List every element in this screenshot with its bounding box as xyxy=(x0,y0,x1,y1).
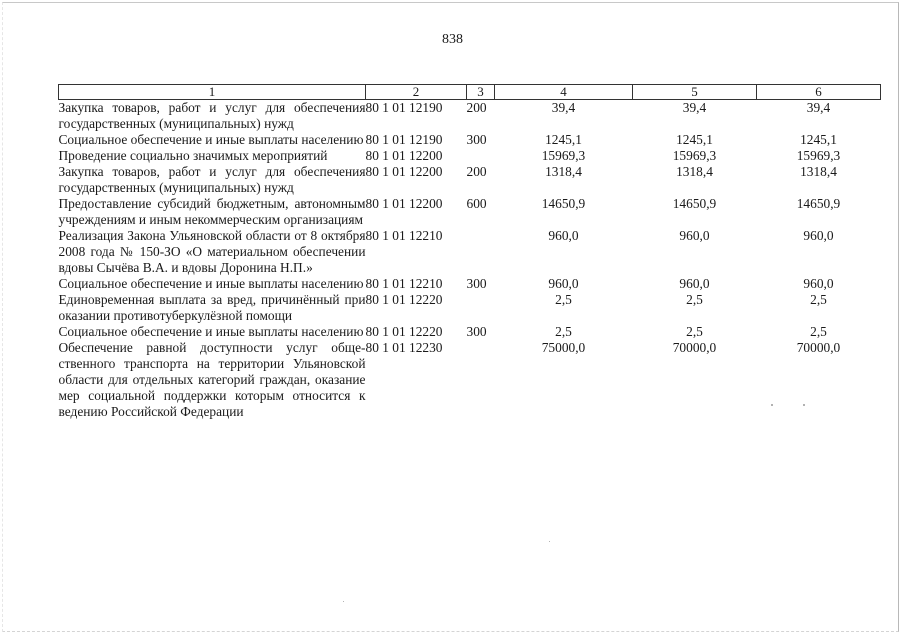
row-code: 80 1 01 12200 xyxy=(365,148,443,163)
header-col-1: 1 xyxy=(59,85,366,100)
row-vr xyxy=(467,148,495,164)
row-vr: 600 xyxy=(466,196,487,211)
row-vr: 200 xyxy=(466,100,487,115)
page-number: 838 xyxy=(442,32,463,47)
row-value-3: 15969,3 xyxy=(796,148,841,163)
row-code: 80 1 01 12210 xyxy=(365,276,443,291)
row-value-2: 14650,9 xyxy=(672,196,717,211)
row-value-3: 1245,1 xyxy=(800,132,837,147)
table-row xyxy=(59,228,881,276)
row-name: Обеспечение равной доступности услуг общественного транспорта на территории Ульяновской области для отдельных категорий граждан, оказание мер социальной поддержки которым относится к ведению Российской Федерации xyxy=(58,340,366,419)
row-value-3: 2,5 xyxy=(810,324,827,339)
row-vr xyxy=(467,292,495,324)
row-name: Социальное обеспечение и иные выплаты населению xyxy=(58,324,364,339)
row-value-3: 39,4 xyxy=(806,100,831,115)
row-value-2: 1318,4 xyxy=(676,164,713,179)
row-name: Закупка товаров, работ и услуг для обеспечения государственных (муниципальных) нужд xyxy=(58,100,366,131)
row-code: 80 1 01 12210 xyxy=(365,228,443,243)
header-col-4: 4 xyxy=(495,85,633,100)
row-value-2: 2,5 xyxy=(686,324,703,339)
row-value-2: 15969,3 xyxy=(672,148,717,163)
row-name: Социальное обеспечение и иные выплаты населению xyxy=(58,132,364,147)
row-value-2: 1245,1 xyxy=(676,132,713,147)
row-value-1: 2,5 xyxy=(555,292,572,307)
scan-speck xyxy=(771,404,773,406)
row-value-1: 15969,3 xyxy=(541,148,586,163)
table-row xyxy=(59,324,881,340)
header-col-3: 3 xyxy=(467,85,495,100)
table-row xyxy=(59,132,881,148)
table-row xyxy=(59,292,881,324)
row-value-3: 1318,4 xyxy=(800,164,837,179)
row-value-1: 2,5 xyxy=(555,324,572,339)
row-code: 80 1 01 12200 xyxy=(365,196,443,211)
row-value-3: 2,5 xyxy=(810,292,827,307)
row-value-1: 1245,1 xyxy=(545,132,582,147)
row-value-1: 960,0 xyxy=(548,276,579,291)
scan-speck xyxy=(549,541,550,542)
row-name: Социальное обеспечение и иные выплаты населению xyxy=(58,276,364,291)
row-name: Реализация Закона Ульяновской области от 8 октября 2008 года № 150-ЗО «О материальном обеспечении вдовы Сычёва В.А. и вдовы Доронина Н.П.» xyxy=(58,228,366,275)
row-name: Проведение социально значимых мероприятий xyxy=(58,148,328,163)
row-vr: 300 xyxy=(466,324,487,339)
row-name: Единовременная выплата за вред, причинённый при оказании противотуберкулёзной помощи xyxy=(58,292,366,323)
row-value-2: 960,0 xyxy=(679,228,710,243)
scan-speck xyxy=(343,601,344,602)
row-vr: 300 xyxy=(466,276,487,291)
table-row xyxy=(59,148,881,164)
header-col-2: 2 xyxy=(366,85,467,100)
row-name: Предоставление субсидий бюджетным, автономным учреждениям и иным некоммерческим организациям xyxy=(58,196,366,227)
table-row xyxy=(59,100,881,133)
row-code: 80 1 01 12230 xyxy=(365,340,443,355)
row-value-1: 75000,0 xyxy=(541,340,586,355)
row-value-3: 70000,0 xyxy=(796,340,841,355)
row-code: 80 1 01 12220 xyxy=(365,324,443,339)
table-row xyxy=(59,196,881,228)
row-value-1: 14650,9 xyxy=(541,196,586,211)
row-value-2: 960,0 xyxy=(679,276,710,291)
row-value-3: 960,0 xyxy=(803,228,834,243)
row-code: 80 1 01 12220 xyxy=(365,292,443,307)
header-col-5: 5 xyxy=(633,85,757,100)
row-vr: 300 xyxy=(466,132,487,147)
row-value-2: 2,5 xyxy=(686,292,703,307)
row-code: 80 1 01 12190 xyxy=(365,132,443,147)
budget-table xyxy=(58,84,881,420)
row-vr xyxy=(467,228,495,276)
table-row xyxy=(59,276,881,292)
row-value-2: 70000,0 xyxy=(672,340,717,355)
table-row xyxy=(59,340,881,420)
table-row xyxy=(59,164,881,196)
header-col-6: 6 xyxy=(757,85,881,100)
row-code: 80 1 01 12200 xyxy=(365,164,443,179)
scan-speck xyxy=(803,404,805,406)
row-value-1: 39,4 xyxy=(551,100,576,115)
header-row xyxy=(59,85,881,100)
row-value-1: 1318,4 xyxy=(545,164,582,179)
row-value-3: 960,0 xyxy=(803,276,834,291)
row-value-1: 960,0 xyxy=(548,228,579,243)
row-vr xyxy=(467,340,495,420)
row-vr: 200 xyxy=(466,164,487,179)
row-value-3: 14650,9 xyxy=(796,196,841,211)
row-code: 80 1 01 12190 xyxy=(365,100,443,115)
row-value-2: 39,4 xyxy=(682,100,707,115)
row-name: Закупка товаров, работ и услуг для обеспечения государственных (муниципальных) нужд xyxy=(58,164,366,195)
